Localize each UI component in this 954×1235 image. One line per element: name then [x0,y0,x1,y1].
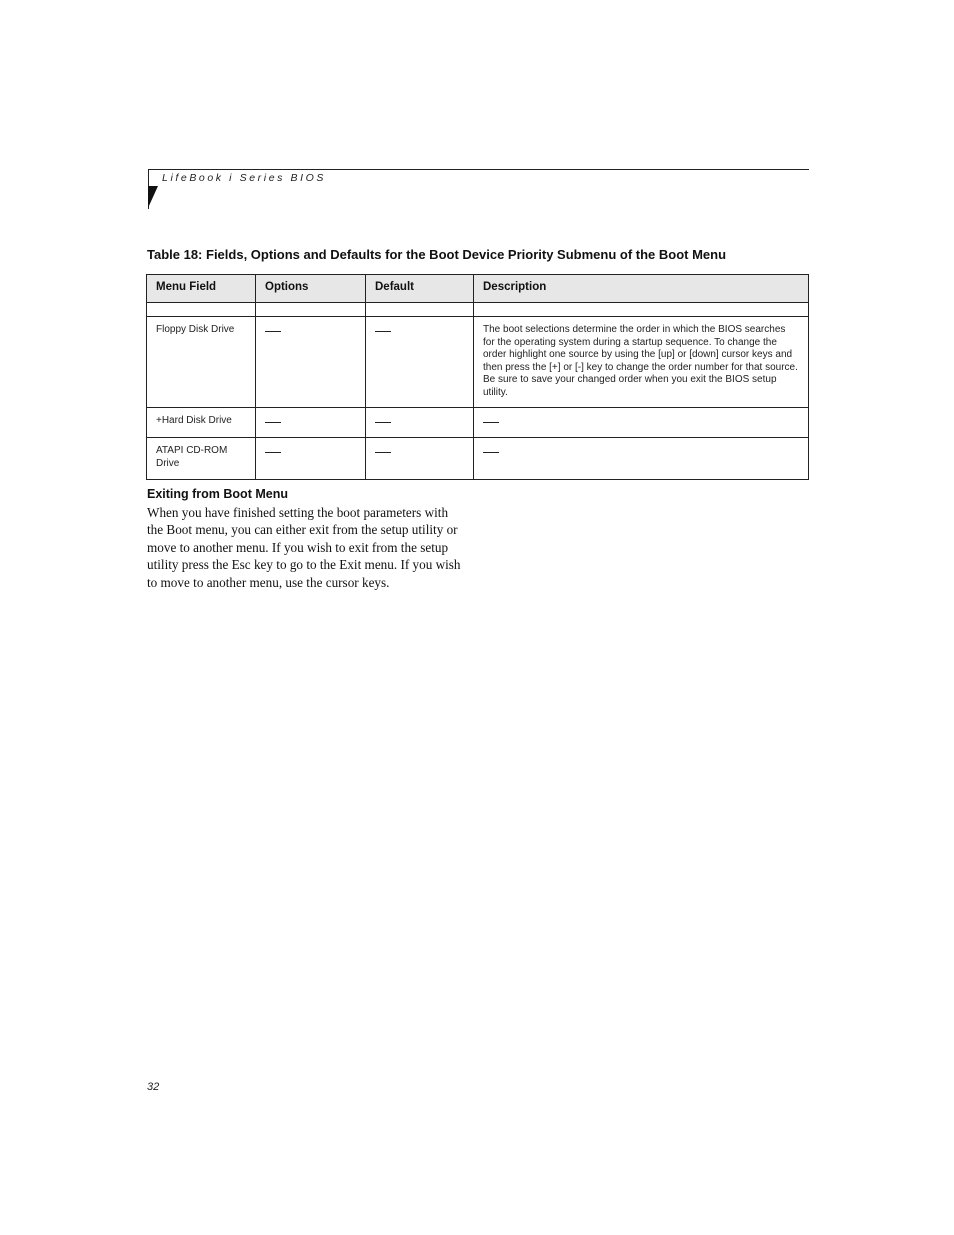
column-header-options: Options [256,275,366,303]
dash-mark [265,422,281,423]
dash-mark [375,331,391,332]
cell-options [256,317,366,408]
cell-menu-field: +Hard Disk Drive [147,408,256,438]
running-head: LifeBook i Series BIOS [162,172,326,184]
dash-mark [375,452,391,453]
dash-mark [483,422,499,423]
cell-description [474,408,809,438]
column-header-menu-field: Menu Field [147,275,256,303]
table-row [147,438,809,480]
table-row [147,317,809,408]
section-body: When you have finished setting the boot parameters with the Boot menu, you can either exit from the setup utility or move to another menu. If you wish to exit from the setup utility press the Esc key to go to the Exit menu. If you wish to move to another menu, use the cursor keys. [147,505,461,590]
header-rule [148,169,809,170]
table-header-row [147,275,809,303]
page-number: 32 [147,1081,160,1093]
dash-mark [265,331,281,332]
column-header-default: Default [366,275,474,303]
cell-options [256,438,366,480]
dash-mark [375,422,391,423]
dash-mark [483,452,499,453]
column-header-description: Description [474,275,809,303]
dash-mark [265,452,281,453]
cell-menu-field: Floppy Disk Drive [147,317,256,408]
boot-device-priority-table [146,274,809,480]
cell-description: The boot selections determine the order in which the BIOS searches for the operating system during a startup sequence. To change the order highlight one source by using the [up] or [down] cursor keys and then press the [+] or [-] key to change the order number for that source. Be sure to save your changed order when you exit the BIOS setup utility. [474,317,809,408]
table-spacer-row [147,303,809,317]
cell-options [256,408,366,438]
table-row [147,408,809,438]
cell-menu-field: ATAPI CD-ROM Drive [147,438,256,480]
cell-description [474,438,809,480]
cell-default [366,408,474,438]
section-heading: Exiting from Boot Menu [147,487,288,501]
table-title: Table 18: Fields, Options and Defaults for the Boot Device Priority Submenu of the Boot Menu [147,247,727,262]
cell-default [366,317,474,408]
header-corner-mark [148,186,158,208]
cell-default [366,438,474,480]
